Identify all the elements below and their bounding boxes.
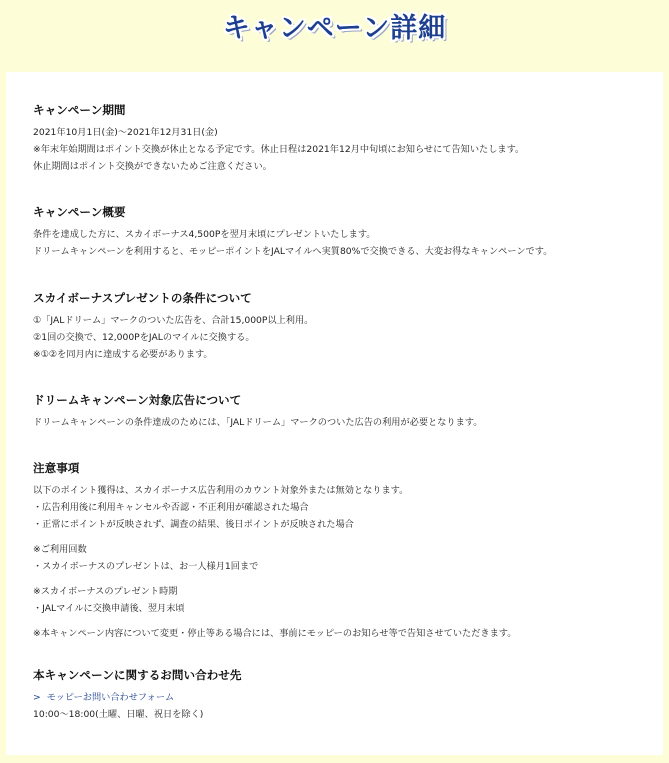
conditions-section [33,290,653,363]
period-dates: 2021年10月1日(金)〜2021年12月31日(金) [33,127,218,138]
campaign-period-section [33,102,653,175]
section-heading: キャンペーン概要 [33,205,126,219]
note-line: ※本キャンペーン内容について変更・停止等ある場合には、事前にモッピーのお知らせ等で告知させていただきます。 [33,628,517,639]
note-line: ※ご利用回数 [33,544,87,555]
overview-text: ドリームキャンペーンを利用すると、モッピーポイントをJALマイルへ実質80%で交換できる、大変お得なキャンペーンです。 [33,246,553,257]
note-line: ・広告利用後に利用キャンセルや否認・不正利用が確認された場合 [33,502,309,513]
page-header [0,0,669,62]
target-ads-text: ドリームキャンペーンの条件達成のためには、「JALドリーム」マークのついた広告の利用が必要となります。 [33,417,483,428]
period-note: 休止期間はポイント交換ができないためご注意ください。 [33,161,272,172]
period-note: ※年末年始期間はポイント交換が休止となる予定です。休止日程は2021年12月中旬頃にお知らせにて告知いたします。 [33,144,525,155]
section-heading: スカイボーナスプレゼントの条件について [33,291,252,305]
overview-text: 条件を達成した方に、スカイボーナス4,500Pを翌月末頃にプレゼントいたします。 [33,229,376,240]
note-line: ・JALマイルに交換申請後、翌月末頃 [33,603,185,614]
section-heading: 注意事項 [33,461,80,475]
note-line: ・スカイボーナスのプレゼントは、お一人様月1回まで [33,561,259,572]
section-heading: キャンペーン期間 [33,103,126,117]
condition-item: ②1回の交換で、12,000PをJALのマイルに交換する。 [33,332,255,343]
contact-link-row [33,689,653,706]
condition-item: ①「JALドリーム」マークのついた広告を、合計15,000P以上利用。 [33,315,314,326]
section-heading: 本キャンペーンに関するお問い合わせ先 [33,668,242,682]
campaign-detail-panel [6,72,663,755]
note-line: ・正常にポイントが反映されず、調査の結果、後日ポイントが反映された場合 [33,519,354,530]
contact-hours: 10:00〜18:00(土曜、日曜、祝日を除く) [33,709,204,720]
campaign-overview-section [33,204,653,260]
notes-section [33,460,653,642]
section-heading: ドリームキャンペーン対象広告について [33,393,242,407]
note-line: ※スカイボーナスのプレゼント時期 [33,586,178,597]
contact-section [33,667,653,723]
note-line: 以下のポイント獲得は、スカイボーナス広告利用のカウント対象外または無効となります。 [33,485,409,496]
page-title: キャンペーン詳細 [222,13,447,44]
inquiry-form-link[interactable]: モッピーお問い合わせフォーム [46,692,175,703]
condition-item: ※①②を同月内に達成する必要があります。 [33,349,213,360]
target-ads-section [33,392,653,431]
chevron-right-icon: > [33,692,41,703]
